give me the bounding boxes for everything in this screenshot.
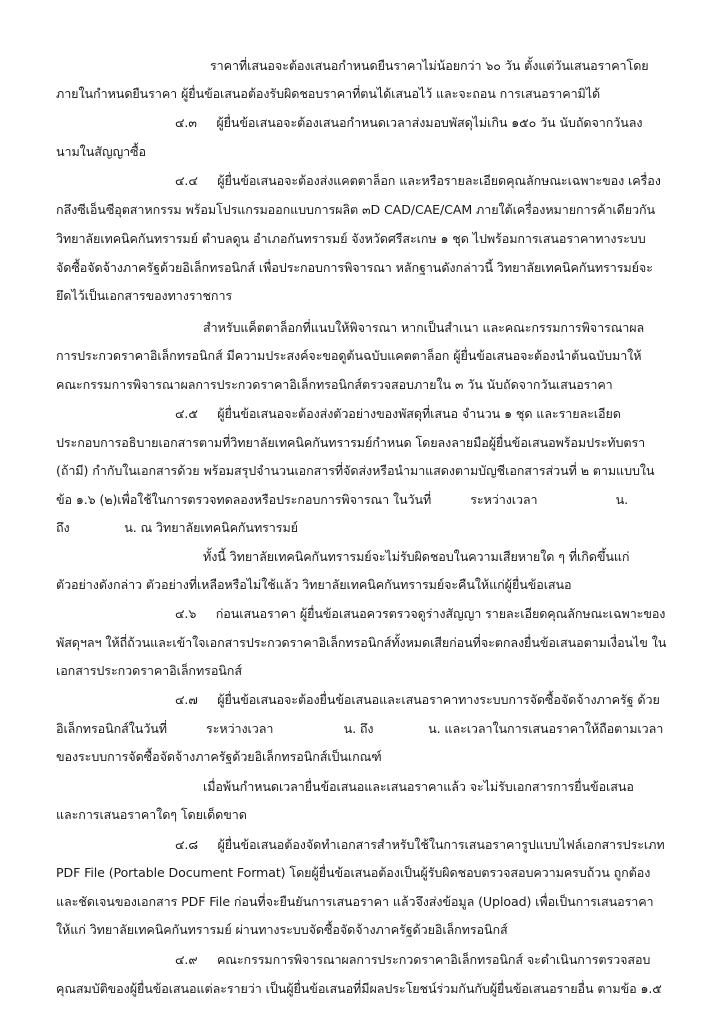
text-line: และการเสนอราคาใดๆ โดยเด็ดขาด: [56, 807, 247, 822]
text-line: ข้อ ๑.๖ (๒)เพื่อใช้ในการตรวจทดลองหรือประกอบการพิจารณา ในวันที่ ระหว่างเวลา น.: [56, 492, 628, 507]
text-line: เอกสารประกวดราคาอิเล็กทรอนิกส์: [56, 663, 242, 678]
text-line: นามในสัญญาซื้อ: [56, 144, 146, 159]
text-line: ราคาที่เสนอจะต้องเสนอกำหนดยืนราคาไม่น้อยกว่า ๖๐ วัน ตั้งแต่วันเสนอราคาโดย: [210, 58, 649, 73]
text-line: กลึงซีเอ็นซีอุตสาหกรรม พร้อมโปรแกรมออกแบบการผลิต ๓D CAD/CAE/CAM ภายใต้เครื่องหมายการค้าเดียวกัน: [56, 202, 655, 217]
text-line: ให้แก่ วิทยาลัยเทคนิคกันทรารมย์ ผ่านทางระบบจัดซื้อจัดจ้างภาครัฐด้วยอิเล็กทรอนิกส์: [56, 922, 508, 937]
text-line: ถึง น. ณ วิทยาลัยเทคนิคกันทรารมย์: [56, 520, 298, 535]
text-line: ๔.๕ ผู้ยื่นข้อเสนอจะต้องส่งตัวอย่างของพัสดุที่เสนอ จำนวน ๑ ชุด และรายละเอียด: [175, 406, 621, 421]
text-line: เมื่อพ้นกำหนดเวลายื่นข้อเสนอและเสนอราคาแล้ว จะไม่รับเอกสารการยื่นข้อเสนอ: [203, 779, 634, 794]
text-line: (ถ้ามี) กำกับในเอกสารด้วย พร้อมสรุปจำนวนเอกสารที่จัดส่งหรือนำมาแสดงตามบัญชีเอกสารส่วนที่ ๒ ตามแบบใน: [56, 463, 655, 478]
text-line: ๔.๘ ผู้ยื่นข้อเสนอต้องจัดทำเอกสารสำหรับใช้ในการเสนอราคารูปแบบไฟล์เอกสารประเภท: [175, 837, 665, 852]
text-line: คณะกรรมการพิจารณาผลการประกวดราคาอิเล็กทรอนิกส์ตรวจสอบภายใน ๓ วัน นับถัดจากวันเสนอราคา: [56, 377, 613, 392]
text-line: ๔.๓ ผู้ยื่นข้อเสนอจะต้องเสนอกำหนดเวลาส่งมอบพัสดุไม่เกิน ๑๕๐ วัน นับถัดจากวันลง: [175, 115, 643, 130]
text-line: ๔.๙ คณะกรรมการพิจารณาผลการประกวดราคาอิเล็กทรอนิกส์ จะดำเนินการตรวจสอบ: [175, 952, 651, 967]
text-line: ยึดไว้เป็นเอกสารของทางราชการ: [56, 288, 233, 303]
text-line: คุณสมบัติของผู้ยื่นข้อเสนอแต่ละรายว่า เป็นผู้ยื่นข้อเสนอที่มีผลประโยชน์ร่วมกันกับผู้ยื่นข้อเสนอรายอื่น ตามข้อ ๑.๕: [56, 981, 662, 996]
text-line: ๔.๗ ผู้ยื่นข้อเสนอจะต้องยื่นข้อเสนอและเสนอราคาทางระบบการจัดซื้อจัดจ้างภาครัฐ ด้วย: [175, 692, 660, 707]
text-line: จัดซื้อจัดจ้างภาครัฐด้วยอิเล็กทรอนิกส์ เพื่อประกอบการพิจารณา หลักฐานดังกล่าวนี้ วิทยาลัยเทคนิคกันทรารมย์จะ: [56, 260, 653, 275]
text-line: PDF File (Portable Document Format) โดยผู้ยื่นข้อเสนอต้องเป็นผู้รับผิดชอบตรวจสอบความครบถ้วน ถูกต้อง: [56, 865, 651, 880]
text-line: วิทยาลัยเทคนิคกันทรารมย์ ตำบลดูน อำเภอกันทรารมย์ จังหวัดศรีสะเกษ ๑ ชุด ไปพร้อมการเสนอราคาทางระบบ: [56, 231, 646, 246]
text-line: ภายในกำหนดยืนราคา ผู้ยื่นข้อเสนอต้องรับผิดชอบราคาที่ตนได้เสนอไว้ และจะถอน การเสนอราคามิได้: [56, 86, 601, 101]
text-line: ประกอบการอธิบายเอกสารตามที่วิทยาลัยเทคนิคกันทรารมย์กำหนด โดยลงลายมือผู้ยื่นข้อเสนอพร้อมประทับตรา: [56, 435, 646, 450]
text-line: ๔.๖ ก่อนเสนอราคา ผู้ยื่นข้อเสนอควรตรวจดูร่างสัญญา รายละเอียดคุณลักษณะเฉพาะของ: [175, 606, 666, 621]
text-line: ของระบบการจัดซื้อจัดจ้างภาครัฐด้วยอิเล็กทรอนิกส์เป็นเกณฑ์: [56, 749, 382, 764]
text-line: การประกวดราคาอิเล็กทรอนิกส์ มีความประสงค์จะขอดูต้นฉบับแคตตาล็อก ผู้ยื่นข้อเสนอจะต้องนำต้นฉบับมาให้: [56, 348, 642, 363]
text-line: ทั้งนี้ วิทยาลัยเทคนิคกันทรารมย์จะไม่รับผิดชอบในความเสียหายใด ๆ ที่เกิดขึ้นแก่: [203, 549, 630, 564]
text-line: ตัวอย่างดังกล่าว ตัวอย่างที่เหลือหรือไม่ใช้แล้ว วิทยาลัยเทคนิคกันทรารมย์จะคืนให้แก่ผู้ยื่นข้อเสนอ: [56, 577, 572, 592]
text-line: และชัดเจนของเอกสาร PDF File ก่อนที่จะยืนยันการเสนอราคา แล้วจึงส่งข้อมูล (Upload) เพื่อเป็นการเสนอราคา: [56, 894, 654, 909]
text-line: พัสดุฯลฯ ให้ถี่ถ้วนและเข้าใจเอกสารประกวดราคาอิเล็กทรอนิกส์ทั้งหมดเสียก่อนที่จะตกลงยื่นข้อเสนอตามเงื่อนไข ใน: [56, 635, 667, 650]
text-line: สำหรับแค็ตตาล็อกที่แนบให้พิจารณา หากเป็นสำเนา และคณะกรรมการพิจารณาผล: [203, 320, 645, 335]
text-line: ๔.๔ ผู้ยื่นข้อเสนอจะต้องส่งแคตตาล็อก และหรือรายละเอียดคุณลักษณะเฉพาะของ เครื่อง: [175, 173, 661, 188]
text-line: อิเล็กทรอนิกส์ในวันที่ ระหว่างเวลา น. ถึง น. และเวลาในการเสนอราคาให้ถือตามเวลา: [56, 721, 664, 736]
